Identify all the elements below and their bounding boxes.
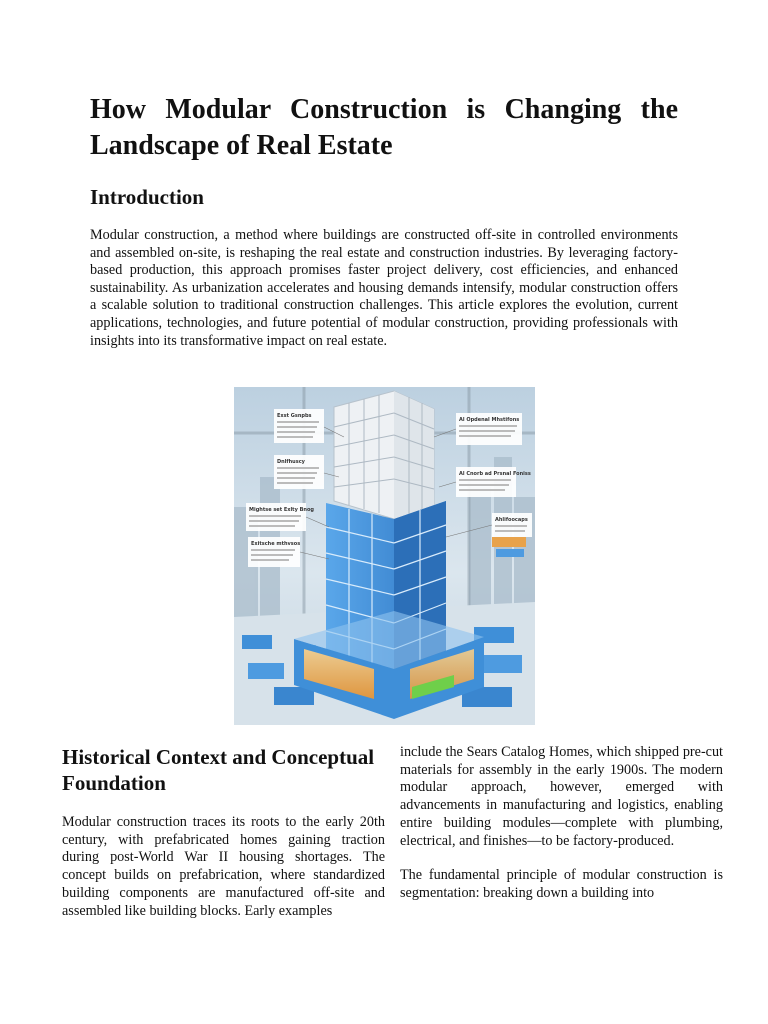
callout-heading-2: Mightse set Exlty Bnog: [249, 507, 314, 513]
introduction-heading: Introduction: [90, 185, 204, 209]
left-column: [62, 744, 385, 920]
section-paragraph: Modular construction traces its roots to the early 20th century, with prefabricated homes gaining traction during post-World War II housing shortages. The concept builds on prefabrication, where standardized building components are manufactured off-site and assembled like building blocks. Early examples: [62, 814, 385, 919]
section-heading: Historical Context and Conceptual Foundation: [62, 745, 375, 795]
introduction-paragraph: Modular construction, a method where buildings are constructed off-site in controlled environments and assembled on-site, is reshaping the real estate and construction industries. By leveraging factory-based production, this approach promises faster project delivery, cost efficiencies, and enhanced sustainability. As urbanization accelerates and housing demands intensify, modular construction offers a scalable solution to traditional construction challenges. This article explores the evolution, current applications, technologies, and future potential of modular construction, providing professionals with insights into its transformative impact on real estate.: [90, 227, 678, 349]
page-title: How Modular Construction is Changing the Landscape of Real Estate: [90, 94, 678, 161]
modular-building-illustration: [234, 387, 535, 725]
section-paragraph-continued: include the Sears Catalog Homes, which shipped pre-cut materials for assembly in the early 1900s. The modern modular approach, however, emerged with advancements in manufacturing and logistics, enabling entire building modules—complete with plumbing, electrical, and finishes—to be factory-produced.: [400, 744, 723, 849]
section-paragraph-2: The fundamental principle of modular construction is segmentation: breaking down a building into: [400, 867, 723, 901]
illustration-svg: [234, 387, 535, 725]
right-column: [400, 744, 723, 903]
callout-heading-1: Dnlfhuscy: [277, 459, 305, 465]
callout-heading-6: Ahlifoocaps: [495, 517, 528, 523]
callout-heading-4: Al Opdenal Mhstifons: [459, 417, 520, 423]
callout-heading-3: Exitsche mthvsos: [251, 541, 301, 547]
callout-heading-0: Exst Gsnpbs: [277, 413, 312, 419]
tower-upper-frame: [334, 391, 434, 519]
callout-heading-5: Al Cnorb ad Prsnal Foniss: [459, 471, 531, 477]
